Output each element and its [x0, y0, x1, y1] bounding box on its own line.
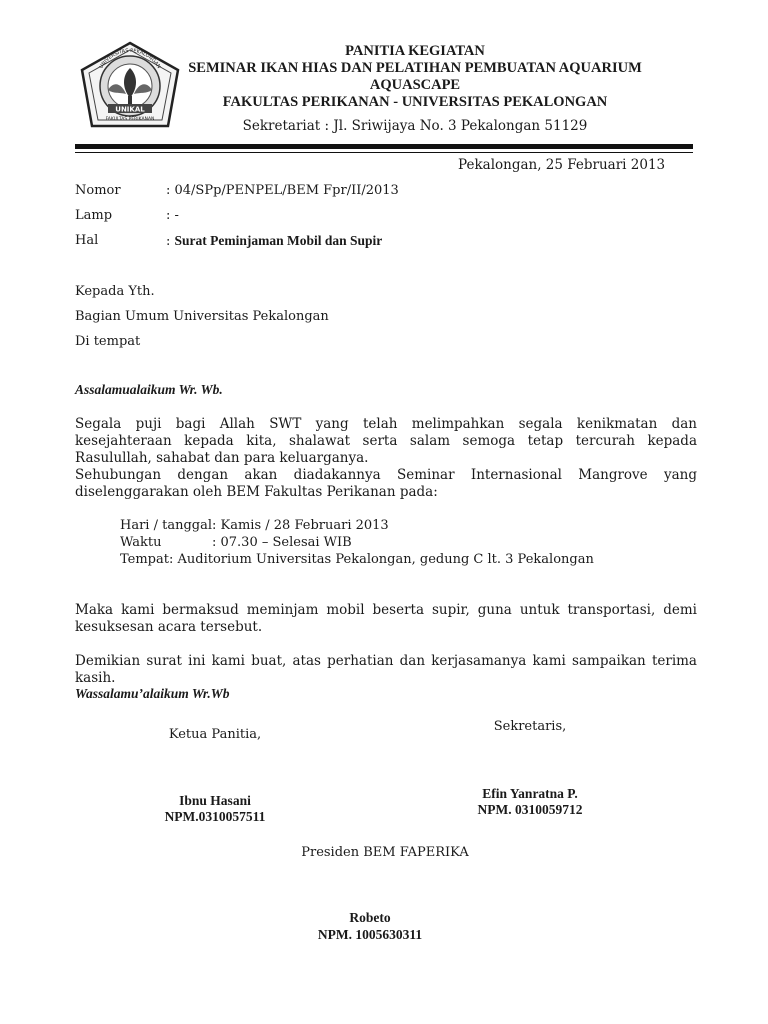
- meta-hal-subject: Surat Peminjaman Mobil dan Supir: [174, 233, 383, 248]
- header-faculty: FAKULTAS PERIKANAN - UNIVERSITAS PEKALONGAN: [222, 94, 608, 110]
- header-rule-thick: [75, 144, 693, 149]
- event-place: Tempat: Auditorium Universitas Pekalongan, gedung C lt. 3 Pekalongan: [120, 552, 594, 567]
- header-seminar: SEMINAR IKAN HIAS DAN PELATIHAN PEMBUATAN AQUARIUM: [188, 60, 642, 76]
- recipient-line3: Di tempat: [75, 334, 141, 349]
- signature-left-title: Ketua Panitia,: [168, 727, 262, 742]
- logo-arc-text: UNIVERSITAS PEKALONGAN: [98, 47, 162, 70]
- meta-hal-prefix: :: [166, 234, 175, 249]
- meta-value-nomor: : 04/SPp/PENPEL/BEM Fpr/II/2013: [166, 183, 399, 198]
- paragraph-request: Maka kami bermaksud meminjam mobil beserta supir, guna untuk transportasi, demi kesuksesan acara tersebut.: [75, 602, 697, 635]
- event-time-label: Waktu: [120, 535, 162, 550]
- closing-salutation: Wassalamu’alaikum Wr.Wb: [75, 686, 230, 701]
- signature-center-title: Presiden BEM FAPERIKA: [301, 845, 469, 860]
- logo-bottom-text: FAKULTAS PERIKANAN: [105, 117, 155, 122]
- recipient-line2: Bagian Umum Universitas Pekalongan: [75, 309, 329, 324]
- meta-label-lamp: Lamp: [75, 208, 113, 223]
- meta-label-nomor: Nomor: [75, 183, 121, 198]
- signature-left-npm: NPM.0310057511: [164, 809, 266, 824]
- greeting: Assalamualaikum Wr. Wb.: [75, 382, 223, 397]
- event-time-value: : 07.30 – Selesai WIB: [212, 535, 352, 550]
- header-committee: PANITIA KEGIATAN: [345, 43, 485, 59]
- signature-right-title: Sekretaris,: [493, 719, 567, 734]
- logo-banner-text: UNIKAL: [115, 105, 145, 114]
- recipient-line1: Kepada Yth.: [75, 284, 155, 299]
- signature-left-name: Ibnu Hasani: [179, 793, 251, 808]
- letter-date: Pekalongan, 25 Februari 2013: [458, 157, 666, 173]
- paragraph-context: Sehubungan dengan akan diadakannya Seminar Internasional Mangrove yang diselenggarakan oleh BEM Fakultas Perikanan pada:: [75, 467, 697, 500]
- header-rule-thin: [75, 152, 693, 153]
- signature-right-name: Efin Yanratna P.: [482, 786, 578, 801]
- meta-value-lamp: : -: [166, 208, 179, 223]
- event-day-value: : Kamis / 28 Februari 2013: [212, 518, 389, 533]
- paragraph-opening: Segala puji bagi Allah SWT yang telah melimpahkan segala kenikmatan dan kesejahteraan kepada kita, shalawat serta salam semoga tetap tercurah kepada Rasulullah, sahabat dan para keluarganya.: [75, 416, 697, 466]
- event-day-label: Hari / tanggal: [120, 518, 213, 533]
- header-address: Sekretariat : Jl. Sriwijaya No. 3 Pekalongan 51129: [242, 118, 588, 134]
- signature-center-name: Robeto: [349, 910, 391, 925]
- paragraph-closing: Demikian surat ini kami buat, atas perhatian dan kerjasamanya kami sampaikan terima kasih.: [75, 653, 697, 686]
- header-aquascape: AQUASCAPE: [369, 77, 461, 93]
- meta-label-hal: Hal: [75, 233, 99, 248]
- signature-right-npm: NPM. 0310059712: [477, 802, 583, 817]
- signature-center-npm: NPM. 1005630311: [317, 927, 423, 942]
- meta-value-hal: [166, 233, 382, 249]
